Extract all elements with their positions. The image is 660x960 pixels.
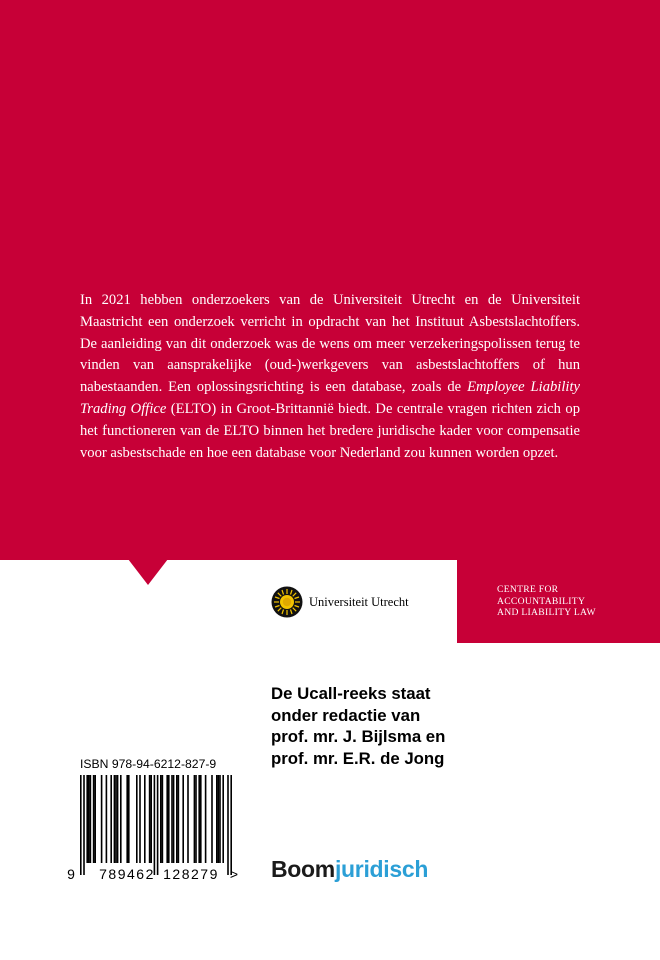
sun-seal-icon: [271, 586, 303, 618]
publisher-name-juridisch: juridisch: [334, 856, 429, 882]
barcode-bar: [173, 775, 175, 863]
barcode-bar: [162, 775, 164, 863]
boom-juridisch-logo: [271, 856, 428, 883]
barcode-bar: [218, 775, 220, 863]
barcode-bar: [110, 775, 112, 863]
barcode-first-digit: 9: [67, 866, 75, 882]
editors-line-2: onder redactie van: [271, 705, 421, 725]
barcode-bar: [136, 775, 138, 863]
barcode-right-digits: 128279: [163, 866, 219, 882]
publisher-name-boom: Boom: [271, 856, 335, 882]
editors-line-1: De Ucall-reeks staat: [271, 684, 431, 703]
barcode-bar: [154, 775, 156, 875]
barcode-bar: [83, 775, 85, 875]
barcode-bar: [219, 775, 221, 863]
barcode-bar: [150, 775, 152, 863]
barcode-bar: [106, 775, 108, 863]
barcode-bar: [139, 775, 141, 863]
barcode-bar: [120, 775, 122, 863]
barcode-left-digits: 789462: [99, 866, 155, 882]
barcode-bar: [178, 775, 180, 863]
barcode-bar: [160, 775, 162, 863]
barcode-bar: [144, 775, 146, 863]
barcode-bar: [117, 775, 119, 863]
barcode-bar: [211, 775, 213, 863]
barcode-bar: [126, 775, 128, 863]
barcode-bar: [227, 775, 229, 875]
barcode-bar: [216, 775, 218, 863]
ucall-line-1: CENTRE FOR: [497, 584, 559, 595]
barcode-bar: [86, 775, 88, 863]
barcode-bar: [88, 775, 90, 863]
universiteit-utrecht-logo: [271, 586, 409, 618]
isbn-label: ISBN 978-94-6212-827-9: [80, 757, 217, 771]
ucall-centre-name: [497, 584, 596, 619]
barcode-bar: [93, 775, 95, 863]
barcode-bar: [194, 775, 196, 863]
barcode-bar: [80, 775, 82, 875]
barcode-bar: [128, 775, 130, 863]
ucall-line-2: ACCOUNTABILITY: [497, 595, 586, 607]
barcode-bar: [101, 775, 103, 863]
blurb-text-part1: In 2021 hebben onderzoekers van de Universiteit Utrecht en de Universiteit Maastricht een onderzoek verricht in opdracht van het Instituut Asbestslachtoffers. De aanleiding van dit onderzoek was de wens om meer verzekeringspolissen terug te vinden van aansprakelijke (oud-)werkgevers van asbestslachtoffers of hun nabestaanden. Een oplossingsrichting is een database, zoals de: [80, 292, 580, 396]
barcode-bar: [187, 775, 189, 863]
red-panel-notch: [128, 559, 168, 585]
barcode-bar: [114, 775, 116, 863]
barcode-bar: [176, 775, 178, 863]
series-editors-note: [271, 683, 445, 769]
ucall-centre-box: [457, 560, 660, 643]
barcode-bar: [195, 775, 197, 863]
barcode-bar: [205, 775, 207, 863]
editors-line-4: prof. mr. E.R. de Jong: [271, 748, 445, 768]
barcode-bar: [230, 775, 232, 875]
barcode-bar: [200, 775, 202, 863]
ucall-line-3: AND LIABILITY LAW: [497, 607, 596, 618]
barcode-bar: [222, 775, 224, 863]
barcode-bar: [115, 775, 117, 863]
blurb-text-part2: (ELTO) in Groot-Brittannië biedt. De centrale vragen richten zich op het functioneren van de ELTO binnen het bredere juridische kader voor compensatie voor asbestschade en hoe een database voor Nederland zou kunnen worden opzet.: [80, 400, 580, 461]
isbn-barcode: [64, 773, 244, 885]
barcode-bar: [166, 775, 168, 863]
barcode-bar: [168, 775, 170, 863]
editors-line-3: prof. mr. J. Bijlsma en: [271, 727, 446, 746]
university-name: Universiteit Utrecht: [309, 594, 409, 609]
back-cover-blurb: [80, 290, 580, 464]
barcode-bar: [182, 775, 184, 863]
barcode-bar: [94, 775, 96, 863]
barcode-bar: [171, 775, 173, 863]
barcode-end-mark: >: [229, 866, 239, 882]
barcode-bar: [157, 775, 159, 875]
barcode-bar: [90, 775, 92, 863]
blurb-italic-title: Employee Liability Trading Office: [80, 379, 580, 417]
barcode-bar: [149, 775, 151, 863]
barcode-bar: [198, 775, 200, 863]
